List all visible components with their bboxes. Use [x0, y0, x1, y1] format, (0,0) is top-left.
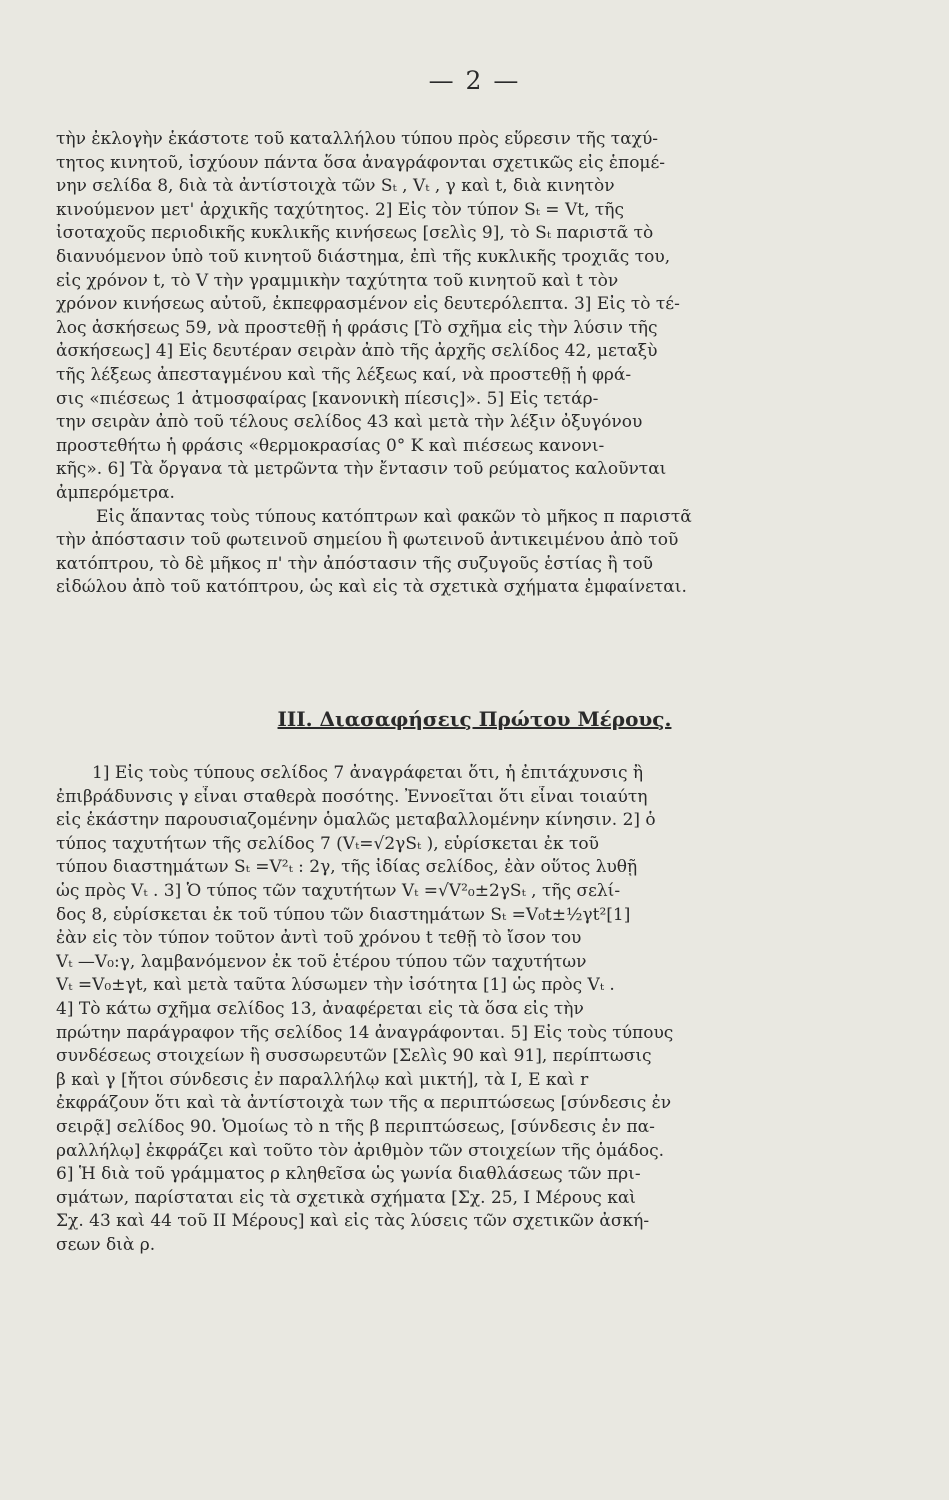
- text-line: ἐκφράζουν ὅτι καὶ τὰ ἀντίστοιχὰ των τῆς α περιπτώσεως [σύνδεσις ἐν: [56, 1093, 672, 1114]
- text-line: ἐπιβράδυνσις γ εἶναι σταθερὰ ποσότης. Ἐννοεῖται ὅτι εἶναι τοιαύτη: [56, 786, 648, 807]
- page-number: — 2 —: [428, 66, 521, 95]
- text-line: σεων διὰ ρ.: [56, 1234, 156, 1255]
- text-line: [56, 1257, 856, 1281]
- text-line: τύπος ταχυτήτων τῆς σελίδος 7 (Vₜ=√2γSₜ ), εὑρίσκεται ἐκ τοῦ: [56, 833, 599, 854]
- text-line: σειρᾷ] σελίδος 90. Ὁμοίως τὸ n τῆς β περιπτώσεως, [σύνδεσις ἐν πα-: [56, 1116, 655, 1137]
- text-line: ὡς πρὸς Vₜ . 3] Ὁ τύπος τῶν ταχυτήτων Vₜ =√V²₀±2γSₜ , τῆς σελί-: [56, 880, 621, 901]
- text-line: 4] Τὸ κάτω σχῆμα σελίδος 13, ἀναφέρεται εἰς τὰ ὅσα εἰς τὴν: [56, 998, 584, 1019]
- text-line: κινούμενον μετ' ἀρχικῆς ταχύτητος. 2] Εἰς τὸν τύπον Sₜ = Vt, τῆς: [56, 199, 624, 220]
- text-line: τητος κινητοῦ, ἰσχύουν πάντα ὅσα ἀναγράφονται σχετικῶς εἰς ἑπομέ-: [56, 152, 666, 173]
- text-line: [56, 1352, 856, 1376]
- text-line: τύπου διαστημάτων Sₜ =V²ₜ : 2γ, τῆς ἰδίας σελίδος, ἐὰν οὕτος λυθῇ: [56, 857, 638, 878]
- text-line: εἰς χρόνον t, τὸ V τὴν γραμμικὴν ταχύτητα τοῦ κινητοῦ καὶ t τὸν: [56, 270, 619, 291]
- text-line: Εἰς ἅπαντας τοὺς τύπους κατόπτρων καὶ φακῶν τὸ μῆκος π παριστᾶ: [96, 506, 692, 527]
- text-line: [56, 1281, 856, 1305]
- clarifications-paragraph: [56, 762, 856, 1375]
- text-line: ἰσοταχοῦς περιοδικῆς κυκλικῆς κινήσεως [σελὶς 9], τὸ Sₜ παριστᾶ τὸ: [56, 223, 654, 244]
- text-line: τὴν ἐκλογὴν ἑκάστοτε τοῦ καταλλήλου τύπου πρὸς εὕρεσιν τῆς ταχύ-: [56, 129, 659, 149]
- text-line: την σειρὰν ἀπὸ τοῦ τέλους σελίδος 43 καὶ μετὰ τὴν λέξιν ὀξυγόνου: [56, 412, 643, 433]
- text-line: Σχ. 43 καὶ 44 τοῦ II Μέρους] καὶ εἰς τὰς λύσεις τῶν σχετικῶν ἀσκή-: [56, 1211, 650, 1232]
- text-line: πρώτην παράγραφον τῆς σελίδος 14 ἀναγράφονται. 5] Εἰς τοὺς τύπους: [56, 1022, 674, 1043]
- text-line: [56, 1328, 856, 1352]
- text-line: εἰδώλου ἀπὸ τοῦ κατόπτρου, ὡς καὶ εἰς τὰ σχετικὰ σχήματα ἐμφαίνεται.: [56, 577, 687, 598]
- text-line: σμάτων, παρίσταται εἰς τὰ σχετικὰ σχήματα [Σχ. 25, I Μέρους καὶ: [56, 1187, 636, 1208]
- text-line: ἐὰν εἰς τὸν τύπον τοῦτον ἀντὶ τοῦ χρόνου t τεθῇ τὸ ἴσον του: [56, 928, 582, 949]
- text-line: προστεθήτω ἡ φράσις «θερμοκρασίας 0° K καὶ πιέσεως κανονι-: [56, 435, 605, 456]
- text-line: σις «πιέσεως 1 ἀτμοσφαίρας [κανονικὴ πίεσις]». 5] Εἰς τετάρ-: [56, 388, 599, 409]
- text-line: λος ἀσκήσεως 59, νὰ προστεθῇ ἡ φράσις [Τὸ σχῆμα εἰς τὴν λύσιν τῆς: [56, 317, 658, 338]
- text-line: δος 8, εὑρίσκεται ἐκ τοῦ τύπου τῶν διαστημάτων Sₜ =V₀t±½γt²[1]: [56, 904, 631, 925]
- text-line: Vₜ =V₀±γt, καὶ μετὰ ταῦτα λύσωμεν τὴν ἰσότητα [1] ὡς πρὸς Vₜ .: [56, 975, 615, 996]
- text-line: κῆς». 6] Τὰ ὄργανα τὰ μετρῶντα τὴν ἔντασιν τοῦ ρεύματος καλοῦνται: [56, 459, 667, 480]
- text-line: ἀσκήσεως] 4] Εἰς δευτέραν σειρὰν ἀπὸ τῆς ἀρχῆς σελίδος 42, μεταξὺ: [56, 341, 658, 362]
- section-heading: III. Διασαφήσεις Πρώτου Μέρους.: [277, 707, 672, 731]
- text-line: 6] Ἡ διὰ τοῦ γράμματος ρ κληθεῖσα ὡς γωνία διαθλάσεως τῶν πρι-: [56, 1164, 641, 1185]
- text-line: [56, 1305, 856, 1329]
- text-line: εἰς ἑκάστην παρουσιαζομένην ὁμαλῶς μεταβαλλομένην κίνησιν. 2] ὁ: [56, 810, 656, 831]
- text-line: κατόπτρου, τὸ δὲ μῆκος π' τὴν ἀπόστασιν τῆς συζυγοῦς ἑστίας ἢ τοῦ: [56, 553, 653, 574]
- text-line: χρόνον κινήσεως αὐτοῦ, ἐκπεφρασμένον εἰς δευτερόλεπτα. 3] Εἰς τὸ τέ-: [56, 294, 680, 315]
- text-line: διανυόμενον ὑπὸ τοῦ κινητοῦ διάστημα, ἐπὶ τῆς κυκλικῆς τροχιᾶς του,: [56, 246, 671, 267]
- text-line: τῆς λέξεως ἀπεσταγμένου καὶ τῆς λέξεως καί, νὰ προστεθῇ ἡ φρά-: [56, 364, 632, 385]
- text-line: β καὶ γ [ἤτοι σύνδεσις ἐν παραλλήλῳ καὶ μικτή], τὰ I, E καὶ r: [56, 1069, 589, 1090]
- text-line: συνδέσεως στοιχείων ἢ συσσωρευτῶν [Σελὶς 90 καὶ 91], περίπτωσις: [56, 1046, 652, 1067]
- text-line: νην σελίδα 8, διὰ τὰ ἀντίστοιχὰ τῶν Sₜ , Vₜ , γ καὶ t, διὰ κινητὸν: [56, 176, 615, 197]
- text-line: ραλλήλῳ] ἐκφράζει καὶ τοῦτο τὸν ἀριθμὸν τῶν στοιχείων τῆς ὁμάδος.: [56, 1140, 665, 1161]
- text-line: ἀμπερόμετρα.: [56, 482, 175, 503]
- text-line: 1] Εἰς τοὺς τύπους σελίδος 7 ἀναγράφεται ὅτι, ἡ ἐπιτάχυνσις ἢ: [92, 763, 644, 783]
- text-line: Vₜ —V₀:γ, λαμβανόμενον ἐκ τοῦ ἑτέρου τύπου τῶν ταχυτήτων: [56, 951, 587, 972]
- text-line: τὴν ἀπόστασιν τοῦ φωτεινοῦ σημείου ἢ φωτεινοῦ ἀντικειμένου ἀπὸ τοῦ: [56, 530, 679, 551]
- corrections-paragraph: [56, 128, 856, 600]
